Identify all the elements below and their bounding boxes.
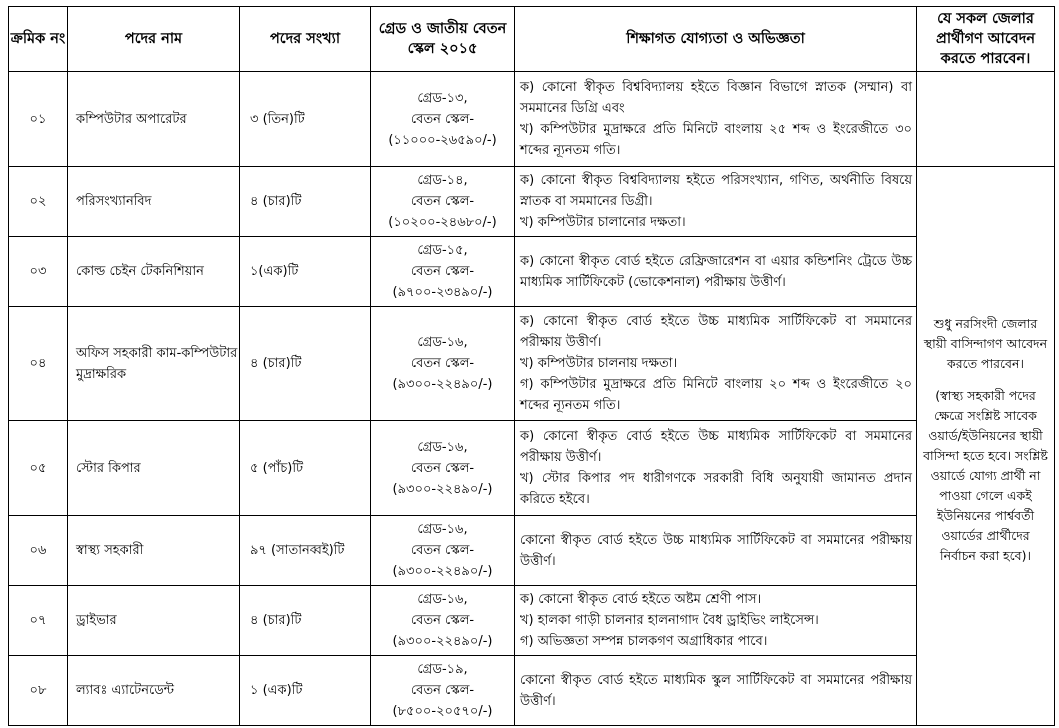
- header-grade: গ্রেড ও জাতীয় বেতন স্কেল ২০১৫: [371, 7, 515, 72]
- header-post-name: পদের নাম: [68, 7, 240, 72]
- serial-cell: ০৪: [9, 307, 68, 421]
- qualification-item: খ) হালকা গাড়ী চালনার হালনাগাদ বৈধ ড্রাইভিং লাইসেন্স।: [520, 613, 819, 628]
- grade-cell: [371, 72, 515, 167]
- post-name-cell: কোল্ড চেইন টেকনিশিয়ান: [68, 237, 240, 307]
- vacancy-table: [8, 6, 1055, 726]
- qualification-item: কোনো স্বীকৃত বোর্ড হইতে মাধ্যমিক স্কুল সার্টিফিকেট বা সমমানের পরীক্ষায় উত্তীর্ণ।: [520, 672, 912, 709]
- qualification-cell: [515, 656, 917, 726]
- pay-scale-label: বেতন স্কেল-(৯৩০০-২২৪৯০/-): [392, 356, 493, 392]
- post-name-cell: স্টোর কিপার: [68, 421, 240, 516]
- post-count-cell: ৪ (চার)টি: [240, 307, 371, 421]
- post-count-cell: ৩ (তিন)টি: [240, 72, 371, 167]
- pay-scale-label: বেতন স্কেল-(১১০০০-২৬৫৯০/-): [388, 111, 497, 148]
- qualification-item: গ) অভিজ্ঞতা সম্পন্ন চালকগণ অগ্রাধিকার পাবে।: [520, 634, 768, 649]
- recruitment-table-sheet: [8, 6, 1054, 728]
- qualification-item: ক) কোনো স্বীকৃত বিশ্ববিদ্যালয় হইতে বিজ্ঞান বিভাগে স্নাতক (সম্মান) বা সমমানের ডিগ্রি এবং: [520, 80, 912, 116]
- post-name-cell: ল্যাবঃ এ্যাটেনডেন্ট: [68, 656, 240, 726]
- qualification-cell: [515, 72, 917, 167]
- pay-scale-label: বেতন স্কেল-(৯৩০০-২২৪৯০/-): [392, 460, 493, 497]
- serial-cell: ০৮: [9, 656, 68, 726]
- qualification-cell: [515, 237, 917, 307]
- grade-cell: [371, 516, 515, 586]
- grade-label: গ্রেড-১৫,: [417, 243, 468, 258]
- table-row: [9, 586, 1055, 656]
- serial-cell: ০৫: [9, 421, 68, 516]
- post-name-cell: অফিস সহকারী কাম-কম্পিউটার মুদ্রাক্ষরিক: [68, 307, 240, 421]
- header-post-count: পদের সংখ্যা: [240, 7, 371, 72]
- post-name-cell: পরিসংখ্যানবিদ: [68, 167, 240, 237]
- post-name-cell: ড্রাইভার: [68, 586, 240, 656]
- grade-cell: [371, 586, 515, 656]
- table-row: [9, 421, 1055, 516]
- header-qualification: শিক্ষাগত যোগ্যতা ও অভিজ্ঞতা: [515, 7, 917, 72]
- pay-scale-label: বেতন স্কেল-(১০২০০-২৪৬৮০/-): [388, 194, 497, 230]
- post-count-cell: ১(এক)টি: [240, 237, 371, 307]
- grade-cell: [371, 237, 515, 307]
- qualification-item: খ) কম্পিউটার মুদ্রাক্ষরে প্রতি মিনিটে বাংলায় ২৫ শব্দ ও ইংরেজীতে ৩০ শব্দের ন্যূনতম গতি।: [520, 122, 912, 158]
- qualification-cell: [515, 307, 917, 421]
- post-count-cell: ১ (এক)টি: [240, 656, 371, 726]
- district-note-main: শুধু নরসিংদী জেলার স্থায়ী বাসিন্দাগণ আবেদন করতে পারবেন।: [923, 316, 1048, 371]
- post-count-cell: ৪ (চার)টি: [240, 167, 371, 237]
- table-row: [9, 516, 1055, 586]
- pay-scale-label: বেতন স্কেল-(৯৭০০-২৩৪৯০/-): [392, 264, 493, 300]
- qualification-cell: [515, 516, 917, 586]
- qualification-item: খ) কম্পিউটার চালনায় দক্ষতা।: [520, 356, 678, 371]
- serial-cell: ০৬: [9, 516, 68, 586]
- grade-label: গ্রেড-১৪,: [417, 173, 468, 188]
- header-serial: ক্রমিক নং: [9, 7, 68, 72]
- grade-label: গ্রেড-১৬,: [417, 522, 468, 537]
- grade-label: গ্রেড-১৬,: [417, 439, 468, 455]
- qualification-item: কোনো স্বীকৃত বোর্ড হইতে উচ্চ মাধ্যমিক সার্টিফিকেট বা সমমানের পরীক্ষায় উত্তীর্ণ।: [520, 532, 912, 569]
- qualification-item: ক) কোনো স্বীকৃত বিশ্ববিদ্যালয় হইতে পরিসংখ্যান, গণিত, অর্থনীতি বিষয়ে স্নাতক বা সমমানের ডিগ্রী।: [520, 173, 912, 209]
- district-empty-cell: [917, 72, 1055, 167]
- pay-scale-label: বেতন স্কেল-(৯৩০০-২২৪৯০/-): [392, 613, 493, 649]
- grade-cell: [371, 167, 515, 237]
- grade-label: গ্রেড-১৯,: [417, 662, 468, 677]
- post-count-cell: ৯৭ (সাতানব্বই)টি: [240, 516, 371, 586]
- table-header-row: [9, 7, 1055, 72]
- qualification-item: ক) কোনো স্বীকৃত বোর্ড হইতে রেফ্রিজারেশন বা এয়ার কন্ডিশনিং ট্রেডে উচ্চ মাধ্যমিক সার্টিফিকেট (ভোকেশনাল) পরীক্ষায় উত্তীর্ণ।: [520, 253, 912, 290]
- qualification-item: ক) কোনো স্বীকৃত বোর্ড হইতে উচ্চ মাধ্যমিক সার্টিফিকেট বা সমমানের পরীক্ষায় উত্তীর্ণ।: [520, 314, 912, 350]
- serial-cell: ০৭: [9, 586, 68, 656]
- serial-cell: ০১: [9, 72, 68, 167]
- header-districts: যে সকল জেলার প্রার্থীগণ আবেদন করতে পারবেন।: [917, 7, 1055, 72]
- serial-cell: ০২: [9, 167, 68, 237]
- qualification-item: খ) স্টোর কিপার পদ ধারীগণকে সরকারী বিধি অনুযায়ী জামানত প্রদান করিতে হইবে।: [520, 471, 912, 507]
- table-row: [9, 72, 1055, 167]
- qualification-item: খ) কম্পিউটার চালানোর দক্ষতা।: [520, 215, 686, 230]
- qualification-item: ক) কোনো স্বীকৃত বোর্ড হইতে অষ্টম শ্রেণী পাস।: [520, 592, 762, 607]
- post-name-cell: কম্পিউটার অপারেটর: [68, 72, 240, 167]
- qualification-cell: [515, 421, 917, 516]
- post-count-cell: ৫ (পাঁচ)টি: [240, 421, 371, 516]
- table-row: [9, 656, 1055, 726]
- qualification-item: ক) কোনো স্বীকৃত বোর্ড হইতে উচ্চ মাধ্যমিক সার্টিফিকেট বা সমমানের পরীক্ষায় উত্তীর্ণ।: [520, 429, 912, 465]
- table-row: [9, 307, 1055, 421]
- pay-scale-label: বেতন স্কেল-(৮৫০০-২০৫৭০/-): [392, 683, 493, 719]
- table-row: [9, 237, 1055, 307]
- pay-scale-label: বেতন স্কেল-(৯৩০০-২২৪৯০/-): [392, 543, 493, 579]
- grade-cell: [371, 421, 515, 516]
- qualification-cell: [515, 586, 917, 656]
- grade-label: গ্রেড-১৬,: [417, 592, 468, 607]
- grade-label: গ্রেড-১৬,: [417, 335, 468, 350]
- post-name-cell: স্বাস্থ্য সহকারী: [68, 516, 240, 586]
- qualification-item: গ) কম্পিউটার মুদ্রাক্ষরে প্রতি মিনিটে বাংলায় ২০ শব্দ ও ইংরেজীতে ২০ শব্দের ন্যূনতম গতি।: [520, 377, 912, 413]
- serial-cell: ০৩: [9, 237, 68, 307]
- district-note-extra: (স্বাস্থ্য সহকারী পদের ক্ষেত্রে সংশ্লিষ্ট সাবেক ওয়ার্ড/ইউনিয়নের স্থায়ী বাসিন্দা হতে হবে। সংশ্লিষ্ট ওয়ার্ডে যোগ্য প্রার্থী না পাওয়া গেলে একই ইউনিয়নের পার্শ্ববর্তী ওয়ার্ডের প্রার্থীদের নির্বাচন করা হবে)।: [923, 388, 1048, 563]
- district-note-cell: [917, 167, 1055, 726]
- grade-label: গ্রেড-১৩,: [417, 90, 468, 106]
- table-row: [9, 167, 1055, 237]
- grade-cell: [371, 656, 515, 726]
- grade-cell: [371, 307, 515, 421]
- qualification-cell: [515, 167, 917, 237]
- post-count-cell: ৪ (চার)টি: [240, 586, 371, 656]
